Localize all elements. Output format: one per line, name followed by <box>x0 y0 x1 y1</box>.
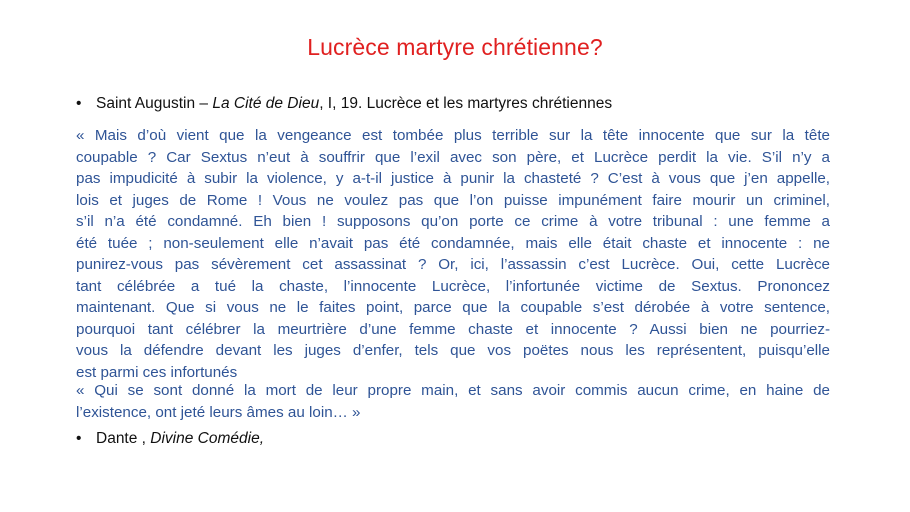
quote-line: vous la défendre devant les juges d’enfer, tels que vos poëtes nous les représentent, puisqu’elle <box>76 342 830 359</box>
quote-line: coupable ? Car Sextus n’eut à souffrir que l’exil avec son père, et Lucrèce perdit la vie. S’il n’y a <box>76 148 830 166</box>
quote-line: « Mais d’où vient que la vengeance est tombée plus terrible sur la tête innocente que sur la tête <box>76 127 830 144</box>
quote-line: tant célébrée a tué la chaste, l’innocente Lucrèce, l’infortunée victime de Sextus. Prononcez <box>76 277 830 295</box>
quote-line: punirez-vous pas sévèrement cet assassinat ? Or, ici, l’assassin c’est Lucrèce. Oui, cette Lucrèce <box>76 256 830 273</box>
bullet-dante <box>76 430 264 448</box>
quote-line: été tuée ; non-seulement elle n’avait pas été condamnée, mais elle était chaste et innocente : ne <box>76 234 830 252</box>
bullet-separator: , <box>137 430 151 447</box>
quote-line: est parmi ces infortunés <box>76 363 238 381</box>
bullet-dot: • <box>76 430 82 447</box>
bullet-work-title: Divine Comédie, <box>150 430 265 447</box>
bullet-work-title: La Cité de Dieu <box>212 95 320 112</box>
quote-line: lois et juges de Rome ! Vous ne voulez pas que l’on puisse impunément faire mourir un criminel, <box>76 191 830 209</box>
bullet-dash: – <box>195 95 213 112</box>
bullet-author: Dante <box>96 430 138 447</box>
quote-line: pourquoi tant célébrer la meurtrière d’une femme chaste et innocente ? Aussi bien ne pourriez- <box>76 320 830 338</box>
bullet-augustin <box>76 95 612 113</box>
quote-line: s’il n’a été condamné. Eh bien ! supposons qu’on porte ce crime à votre tribunal : une femme a <box>76 213 830 230</box>
bullet-dot: • <box>76 95 82 112</box>
quote-line: pas impudicité à subir la violence, y a-t-il justice à punir la chasteté ? C’est à vous que j’en appelle, <box>76 170 830 187</box>
bullet-author: Saint Augustin <box>96 95 196 112</box>
bullet-reference: , I, 19. Lucrèce et les martyres chrétiennes <box>319 95 613 112</box>
quote-augustin <box>76 125 830 383</box>
quote-line: l’existence, ont jeté leurs âmes au loin… » <box>76 403 361 421</box>
quote-line: « Qui se sont donné la mort de leur propre main, et sans avoir commis aucun crime, en haine de <box>76 382 830 399</box>
quote-dante <box>76 380 830 423</box>
slide-title: Lucrèce martyre chrétienne? <box>307 34 603 60</box>
quote-line: maintenant. Que si vous ne le faites point, parce que la coupable s’est dérobée à votre sentence, <box>76 299 830 316</box>
